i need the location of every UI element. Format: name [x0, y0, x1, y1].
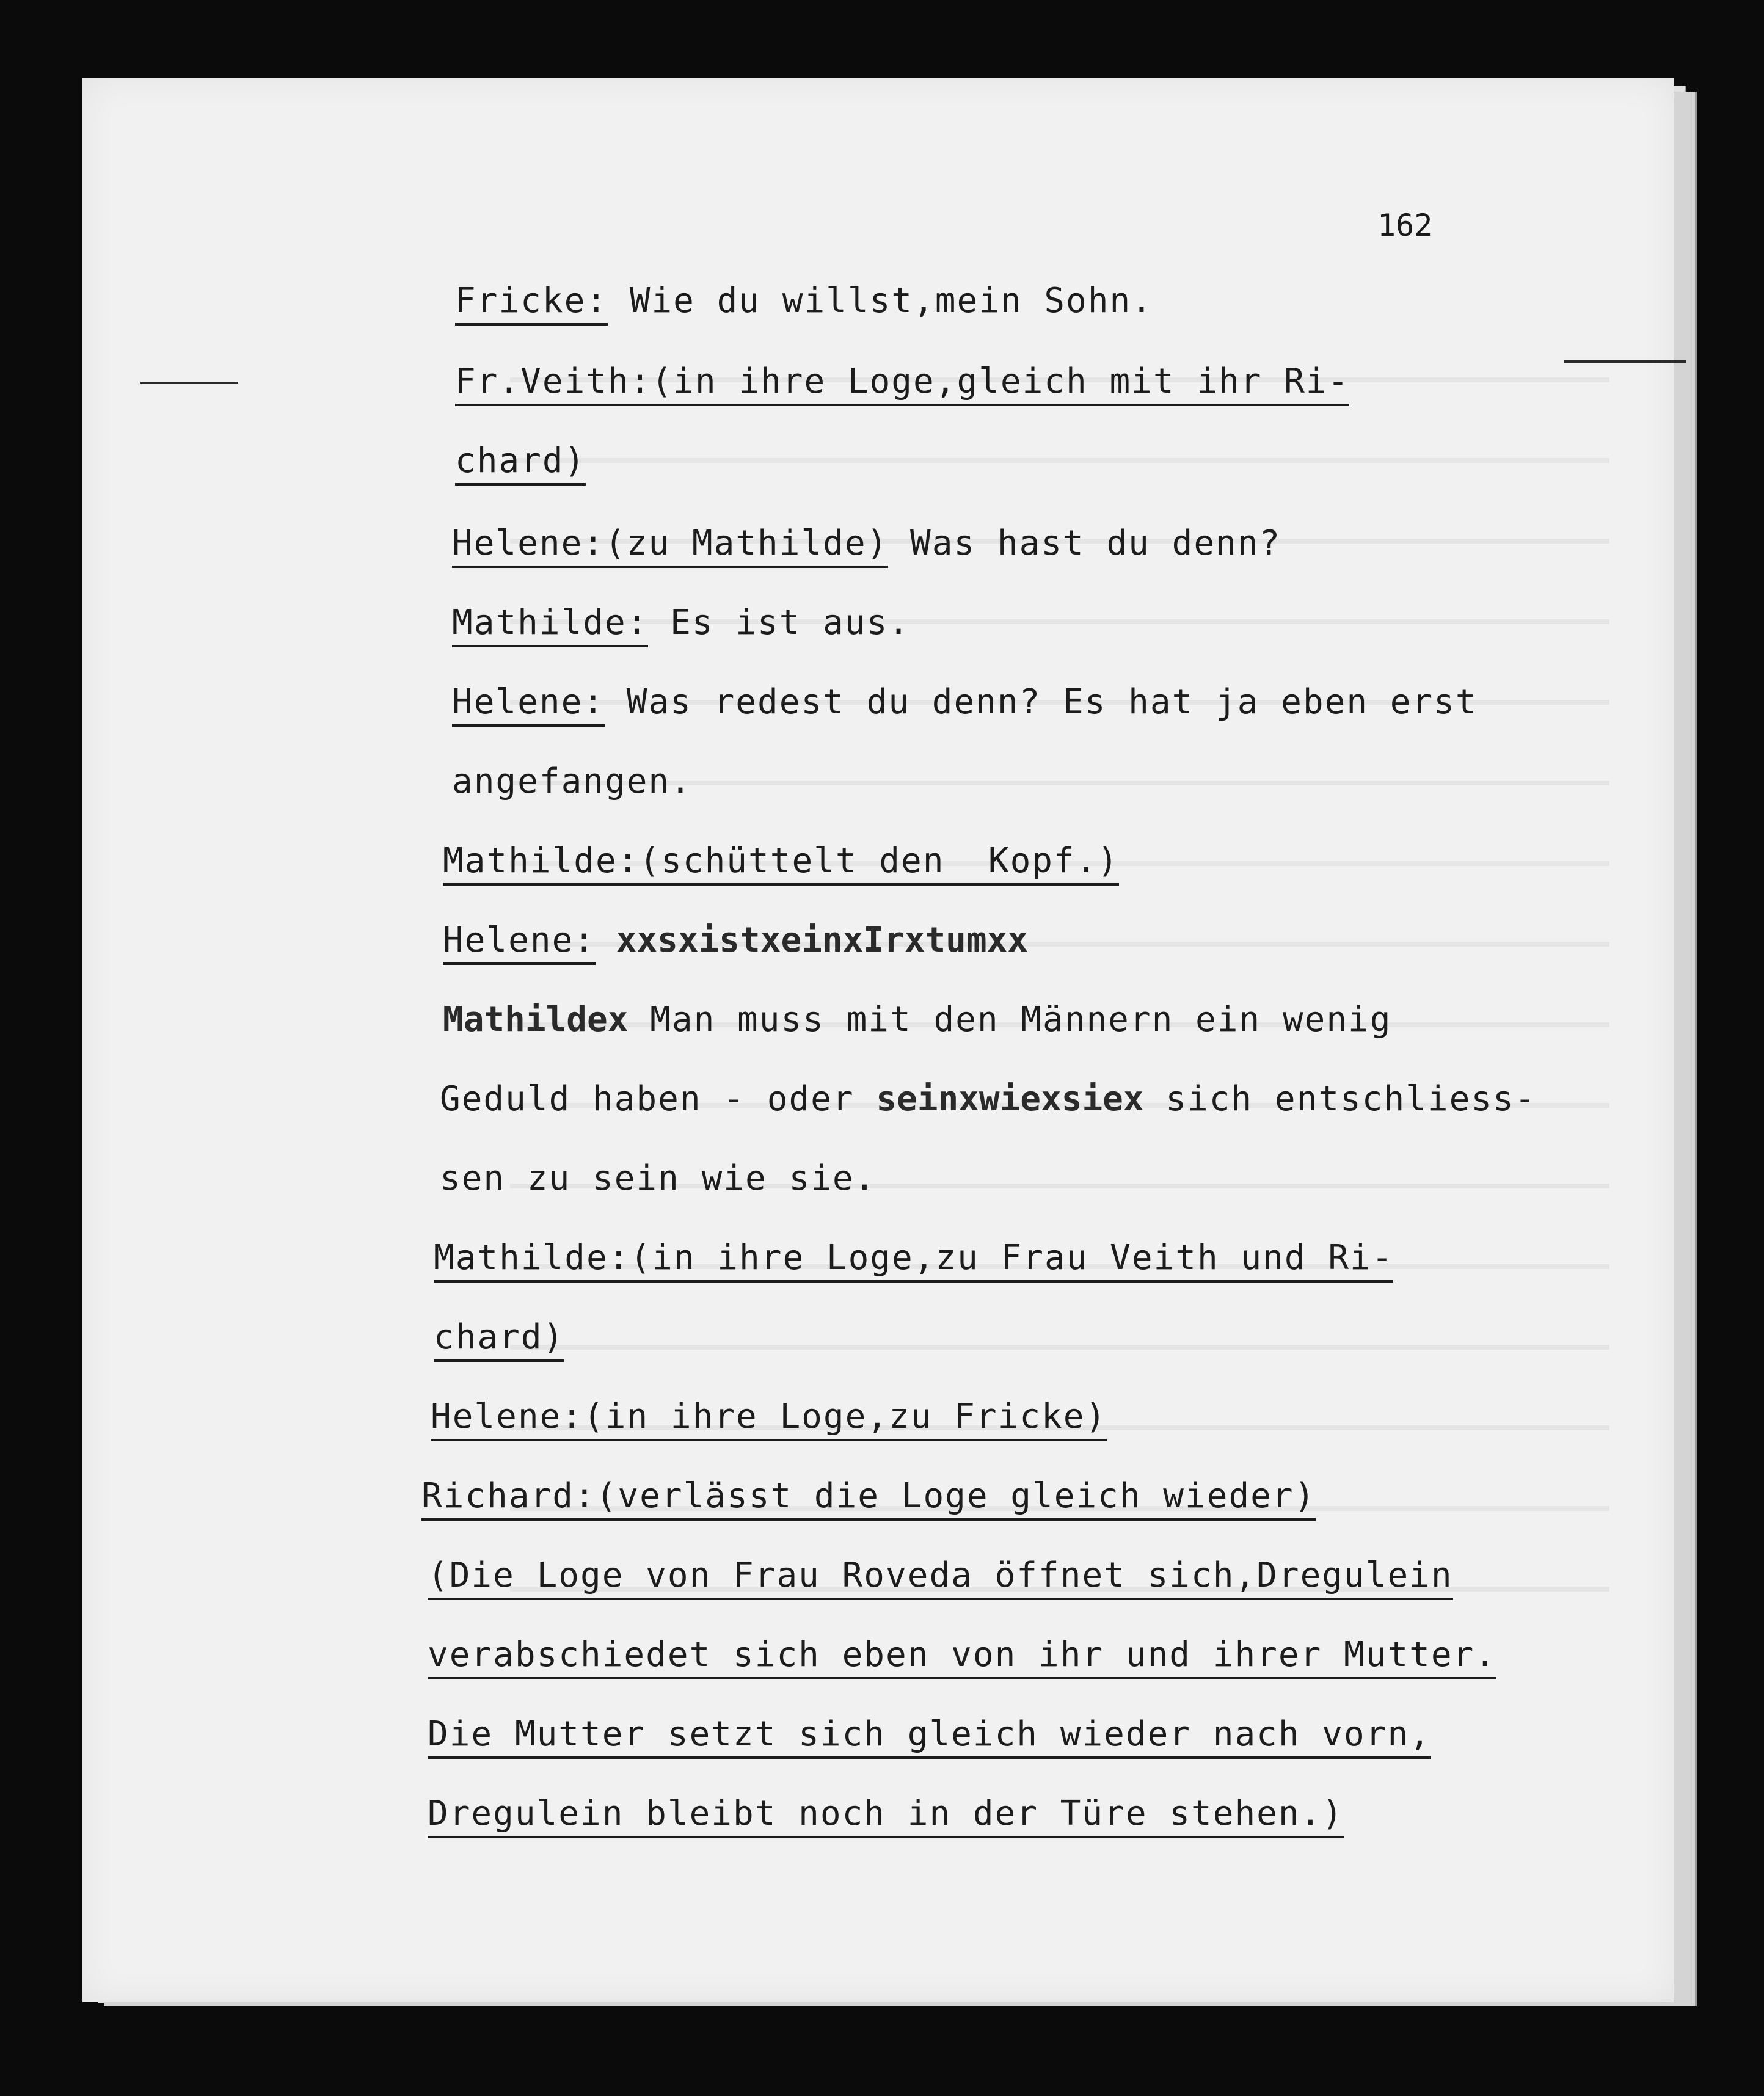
dialogue-line — [434, 1316, 564, 1359]
margin-mark — [140, 382, 238, 384]
speaker-name: Helene: — [431, 1397, 583, 1441]
dialogue-line — [443, 999, 1391, 1041]
stage-direction: (in ihre Loge,gleich mit ihr Ri- — [651, 362, 1349, 406]
dialogue-line — [440, 1157, 876, 1200]
dialogue-line — [452, 760, 692, 803]
dialogue-line — [455, 440, 586, 482]
line-text: Geduld haben - oder — [440, 1079, 877, 1119]
stage-direction: chard) — [434, 1317, 564, 1362]
speaker-name: Mathilde: — [434, 1238, 630, 1283]
line-text: sen zu sein wie sie. — [440, 1159, 877, 1198]
struck-out-text: Mathildex — [443, 1000, 629, 1039]
stage-direction: (in ihre Loge,zu Fricke) — [583, 1397, 1107, 1441]
stage-direction: (Die Loge von Frau Roveda öffnet sich,Dregulein — [428, 1556, 1453, 1600]
margin-mark — [1564, 360, 1686, 363]
line-text: Man muss mit den Männern ein wenig — [628, 1000, 1392, 1039]
line-text: Es ist aus. — [648, 603, 911, 642]
stage-direction: Dregulein bleibt noch in der Türe stehen.) — [428, 1794, 1344, 1838]
dialogue-line — [452, 681, 1478, 724]
line-text: Was hast du denn? — [888, 523, 1281, 563]
speaker-name: Mathilde: — [443, 841, 639, 886]
dialogue-line — [440, 1078, 1536, 1121]
line-text: angefangen. — [452, 762, 692, 801]
line-text: sich entschliess- — [1143, 1079, 1537, 1119]
dialogue-line — [443, 919, 1028, 962]
stage-direction-line — [428, 1792, 1344, 1835]
stage-direction: (zu Mathilde) — [605, 523, 888, 568]
line-text: Was redest du denn? Es hat ja eben erst — [605, 682, 1478, 722]
dialogue-line — [452, 602, 910, 644]
struck-out-text: xxsxistxeinxIrxtumxx — [596, 920, 1029, 960]
dialogue-line — [455, 280, 1153, 322]
speaker-name: Richard: — [421, 1476, 596, 1521]
dialogue-line — [452, 522, 1281, 565]
dialogue-line — [443, 840, 1119, 882]
dialogue-line — [434, 1237, 1393, 1279]
stage-direction-line — [428, 1713, 1431, 1756]
speaker-name: Helene: — [443, 920, 596, 965]
stage-direction: (verlässt die Loge gleich wieder) — [596, 1476, 1316, 1521]
stage-direction: verabschiedet sich eben von ihr und ihrer Mutter. — [428, 1635, 1496, 1679]
line-text: Wie du willst,mein Sohn. — [608, 281, 1153, 321]
dialogue-line — [455, 360, 1349, 403]
dialogue-line — [431, 1396, 1107, 1438]
speaker-name: Fr.Veith: — [455, 362, 651, 406]
speaker-name: Mathilde: — [452, 603, 648, 647]
dialogue-line — [421, 1475, 1316, 1518]
speaker-name: Fricke: — [455, 281, 608, 326]
speaker-name: Helene: — [452, 523, 605, 568]
stage-direction: Die Mutter setzt sich gleich wieder nach vorn, — [428, 1714, 1431, 1759]
stage-direction-line — [428, 1634, 1496, 1676]
struck-out-text: seinxwiexsiex — [876, 1079, 1144, 1119]
stage-direction: (in ihre Loge,zu Frau Veith und Ri- — [630, 1238, 1393, 1283]
speaker-name: Helene: — [452, 682, 605, 727]
stage-direction: chard) — [455, 441, 586, 486]
stage-direction-line — [428, 1554, 1453, 1597]
stage-direction: (schüttelt den Kopf.) — [639, 841, 1119, 886]
page-number: 162 — [1377, 208, 1433, 243]
